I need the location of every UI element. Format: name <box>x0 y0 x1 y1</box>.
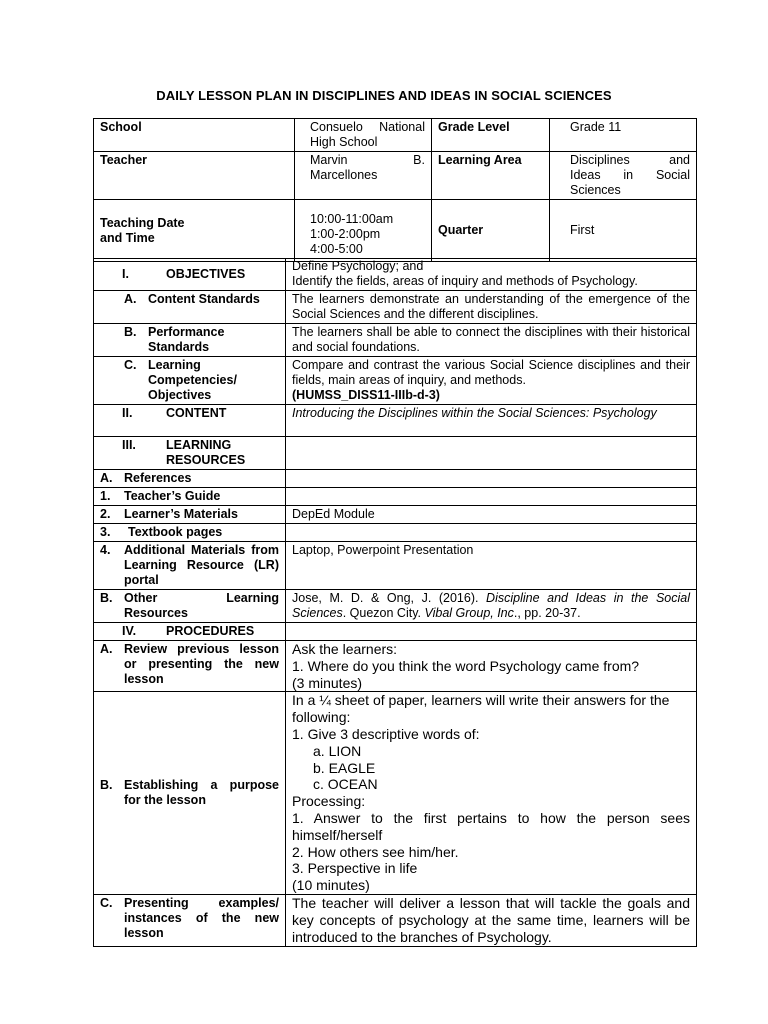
content-standards-text: The learners demonstrate an understanding of the emergence of the Social Sciences and the different disciplines. <box>286 291 697 324</box>
other-resources-value: Jose, M. D. & Ong, J. (2016). Discipline and Ideas in the Social Sciences. Quezon City. Vibal Group, Inc., pp. 20-37. <box>286 590 697 623</box>
teacher-label: Teacher <box>94 152 295 200</box>
references-row <box>94 470 697 488</box>
objectives-row <box>94 259 697 291</box>
textbook-pages-row <box>94 524 697 542</box>
teaching-date-label: Teaching Date and Time <box>94 200 295 262</box>
quarter-value: First <box>550 200 697 262</box>
learners-materials-heading: 2. Learner’s Materials <box>94 506 286 524</box>
school-label: School <box>94 119 295 152</box>
quarter-label: Quarter <box>432 200 550 262</box>
page-title: DAILY LESSON PLAN IN DISCIPLINES AND IDEAS IN SOCIAL SCIENCES <box>156 88 612 103</box>
review-row <box>94 641 697 692</box>
competencies-row <box>94 357 697 405</box>
performance-standards-row <box>94 324 697 357</box>
grade-level-value: Grade 11 <box>550 119 697 152</box>
header-table <box>93 118 697 262</box>
learning-resources-row <box>94 437 697 470</box>
grade-level-label: Grade Level <box>432 119 550 152</box>
textbook-pages-heading: 3. Textbook pages <box>94 524 286 542</box>
teaching-date-value: 10:00-11:00am 1:00-2:00pm 4:00-5:00 <box>295 200 432 262</box>
procedures-heading: IV. PROCEDURES <box>94 623 286 641</box>
purpose-heading: B. Establishing a purpose for the lesson <box>94 692 286 895</box>
references-heading: A. References <box>94 470 286 488</box>
content-text: Introducing the Disciplines within the Social Sciences: Psychology <box>286 405 697 437</box>
teacher-value: Marvin B. Marcellones <box>295 152 432 200</box>
learning-area-value: Disciplines and Ideas in Social Sciences <box>550 152 697 200</box>
other-resources-heading: B. Other Learning Resources <box>94 590 286 623</box>
list-item: a. LION <box>313 742 362 759</box>
additional-materials-row <box>94 542 697 590</box>
learning-resources-heading: III. LEARNING RESOURCES <box>94 437 286 470</box>
teachers-guide-value <box>286 488 697 506</box>
presenting-row <box>94 894 697 946</box>
objectives-text: Define Psychology; and Identify the fields, areas of inquiry and methods of Psychology. <box>286 259 697 291</box>
references-value <box>286 470 697 488</box>
content-standards-heading: A. Content Standards <box>94 291 286 324</box>
teachers-guide-heading: 1. Teacher’s Guide <box>94 488 286 506</box>
school-row <box>94 119 697 152</box>
content-heading: II. CONTENT <box>94 405 286 437</box>
textbook-pages-value <box>286 524 697 542</box>
review-text: Ask the learners: 1. Where do you think the word Psychology came from? (3 minutes) <box>286 641 697 692</box>
additional-materials-value: Laptop, Powerpoint Presentation <box>286 542 697 590</box>
competencies-heading: C. Learning Competencies/ Objectives <box>94 357 286 405</box>
learning-area-label: Learning Area <box>432 152 550 200</box>
performance-standards-text: The learners shall be able to connect the disciplines with their historical and social foundations. <box>286 324 697 357</box>
lesson-plan-table <box>93 258 697 947</box>
learners-materials-value: DepEd Module <box>286 506 697 524</box>
additional-materials-heading: 4. Additional Materials from Learning Resource (LR) portal <box>94 542 286 590</box>
competencies-text: Compare and contrast the various Social Science disciplines and their fields, main areas of inquiry, and methods. (HUMSS_DISS11-IIIb-d-3) <box>286 357 697 405</box>
review-heading: A. Review previous lesson or presenting the new lesson <box>94 641 286 692</box>
presenting-text: The teacher will deliver a lesson that will tackle the goals and key concepts of psychology at the same time, learners will be introduced to the branches of Psychology. <box>286 894 697 946</box>
presenting-heading: C. Presenting examples/ instances of the new lesson <box>94 894 286 946</box>
list-item: b. EAGLE <box>313 759 376 776</box>
purpose-row <box>94 692 697 895</box>
teacher-row <box>94 152 697 200</box>
purpose-text: In a ¼ sheet of paper, learners will write their answers for the following: 1. Give 3 descriptive words of: a. LION b. EAGLE c. OCEAN Processing: 1. Answer to the first pertains to how the person sees himself/herself 2. How others see him/her. 3. Perspective in life (10 minutes) <box>286 692 697 895</box>
learners-materials-row <box>94 506 697 524</box>
other-resources-row <box>94 590 697 623</box>
performance-standards-heading: B. Performance Standards <box>94 324 286 357</box>
content-row <box>94 405 697 437</box>
teaching-date-row <box>94 200 697 262</box>
procedures-row <box>94 623 697 641</box>
list-item: c. OCEAN <box>313 776 378 793</box>
procedures-value <box>286 623 697 641</box>
teachers-guide-row <box>94 488 697 506</box>
content-standards-row <box>94 291 697 324</box>
objectives-heading: I. OBJECTIVES <box>94 259 286 291</box>
learning-resources-value <box>286 437 697 470</box>
school-value: Consuelo National High School <box>295 119 432 152</box>
